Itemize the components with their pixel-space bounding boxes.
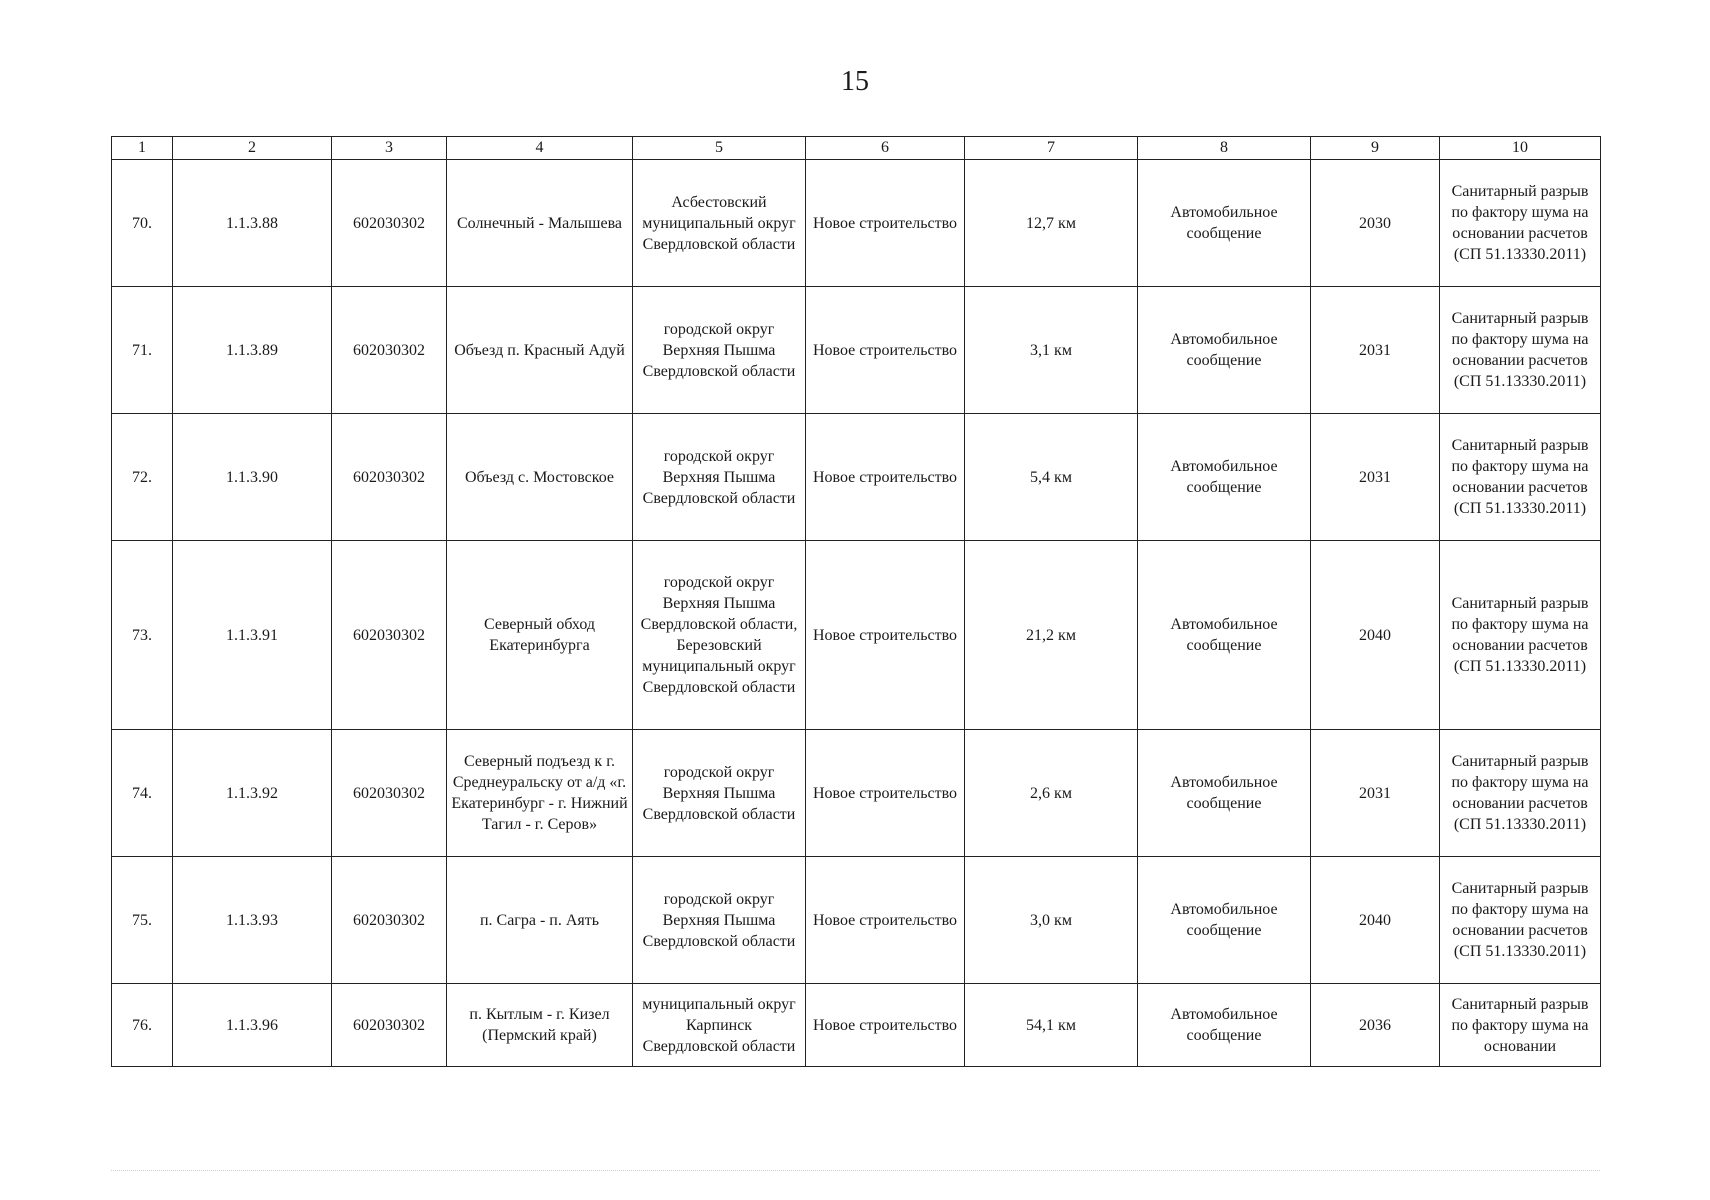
scan-artifact-dots [111,1170,1600,1172]
cell-length: 21,2 км [965,541,1138,730]
column-header: 4 [447,137,633,160]
cell-oktmo: 602030302 [332,160,447,287]
cell-code: 1.1.3.93 [173,857,332,984]
column-header: 5 [633,137,806,160]
cell-oktmo: 602030302 [332,541,447,730]
cell-code: 1.1.3.96 [173,984,332,1067]
cell-oktmo: 602030302 [332,414,447,541]
cell-note: Санитарный разрыв по фактору шума на основании расчетов (СП 51.13330.2011) [1440,287,1601,414]
cell-purpose: Автомобильное сообщение [1138,541,1311,730]
cell-oktmo: 602030302 [332,730,447,857]
cell-oktmo: 602030302 [332,984,447,1067]
cell-name: Объезд п. Красный Адуй [447,287,633,414]
column-header: 9 [1311,137,1440,160]
cell-num: 70. [112,160,173,287]
cell-year: 2040 [1311,857,1440,984]
cell-location: городской округ Верхняя Пышма Свердловской области, Березовский муниципальный округ Свердловской области [633,541,806,730]
cell-purpose: Автомобильное сообщение [1138,730,1311,857]
column-header: 10 [1440,137,1601,160]
cell-name: п. Кытлым - г. Кизел (Пермский край) [447,984,633,1067]
cell-code: 1.1.3.90 [173,414,332,541]
objects-table [111,136,1601,1067]
column-header: 2 [173,137,332,160]
cell-type: Новое строительство [806,287,965,414]
table-row [112,414,1601,541]
cell-location: городской округ Верхняя Пышма Свердловской области [633,857,806,984]
cell-oktmo: 602030302 [332,287,447,414]
cell-note: Санитарный разрыв по фактору шума на основании расчетов (СП 51.13330.2011) [1440,541,1601,730]
cell-name: Объезд с. Мостовское [447,414,633,541]
cell-location: городской округ Верхняя Пышма Свердловской области [633,287,806,414]
cell-num: 75. [112,857,173,984]
cell-purpose: Автомобильное сообщение [1138,414,1311,541]
cell-name: Солнечный - Малышева [447,160,633,287]
table-row [112,730,1601,857]
cell-year: 2031 [1311,287,1440,414]
cell-length: 2,6 км [965,730,1138,857]
cell-num: 73. [112,541,173,730]
cell-length: 54,1 км [965,984,1138,1067]
cell-type: Новое строительство [806,541,965,730]
cell-purpose: Автомобильное сообщение [1138,287,1311,414]
cell-num: 72. [112,414,173,541]
cell-name: п. Сагра - п. Аять [447,857,633,984]
cell-type: Новое строительство [806,160,965,287]
cell-length: 12,7 км [965,160,1138,287]
cell-name: Северный подъезд к г. Среднеуральску от а/д «г. Екатеринбург - г. Нижний Тагил - г. Серов» [447,730,633,857]
cell-code: 1.1.3.88 [173,160,332,287]
column-header: 7 [965,137,1138,160]
cell-location: городской округ Верхняя Пышма Свердловской области [633,414,806,541]
cell-name: Северный обход Екатеринбурга [447,541,633,730]
cell-note: Санитарный разрыв по фактору шума на основании [1440,984,1601,1067]
column-header: 6 [806,137,965,160]
cell-note: Санитарный разрыв по фактору шума на основании расчетов (СП 51.13330.2011) [1440,857,1601,984]
page-number: 15 [841,66,869,97]
cell-num: 71. [112,287,173,414]
cell-purpose: Автомобильное сообщение [1138,984,1311,1067]
table-row [112,857,1601,984]
cell-type: Новое строительство [806,857,965,984]
table-row [112,287,1601,414]
cell-year: 2040 [1311,541,1440,730]
cell-code: 1.1.3.91 [173,541,332,730]
cell-year: 2031 [1311,730,1440,857]
cell-note: Санитарный разрыв по фактору шума на основании расчетов (СП 51.13330.2011) [1440,730,1601,857]
cell-location: городской округ Верхняя Пышма Свердловской области [633,730,806,857]
table-row [112,160,1601,287]
cell-oktmo: 602030302 [332,857,447,984]
cell-num: 74. [112,730,173,857]
cell-length: 3,1 км [965,287,1138,414]
table-row [112,541,1601,730]
cell-type: Новое строительство [806,414,965,541]
cell-type: Новое строительство [806,730,965,857]
table-row [112,984,1601,1067]
cell-year: 2031 [1311,414,1440,541]
cell-note: Санитарный разрыв по фактору шума на основании расчетов (СП 51.13330.2011) [1440,160,1601,287]
cell-length: 5,4 км [965,414,1138,541]
column-header: 1 [112,137,173,160]
cell-type: Новое строительство [806,984,965,1067]
cell-note: Санитарный разрыв по фактору шума на основании расчетов (СП 51.13330.2011) [1440,414,1601,541]
column-header: 8 [1138,137,1311,160]
header-row [112,137,1601,160]
cell-code: 1.1.3.89 [173,287,332,414]
cell-location: муниципальный округ Карпинск Свердловской области [633,984,806,1067]
cell-purpose: Автомобильное сообщение [1138,160,1311,287]
cell-num: 76. [112,984,173,1067]
cell-code: 1.1.3.92 [173,730,332,857]
cell-year: 2036 [1311,984,1440,1067]
cell-length: 3,0 км [965,857,1138,984]
cell-year: 2030 [1311,160,1440,287]
cell-location: Асбестовский муниципальный округ Свердловской области [633,160,806,287]
cell-purpose: Автомобильное сообщение [1138,857,1311,984]
column-header: 3 [332,137,447,160]
